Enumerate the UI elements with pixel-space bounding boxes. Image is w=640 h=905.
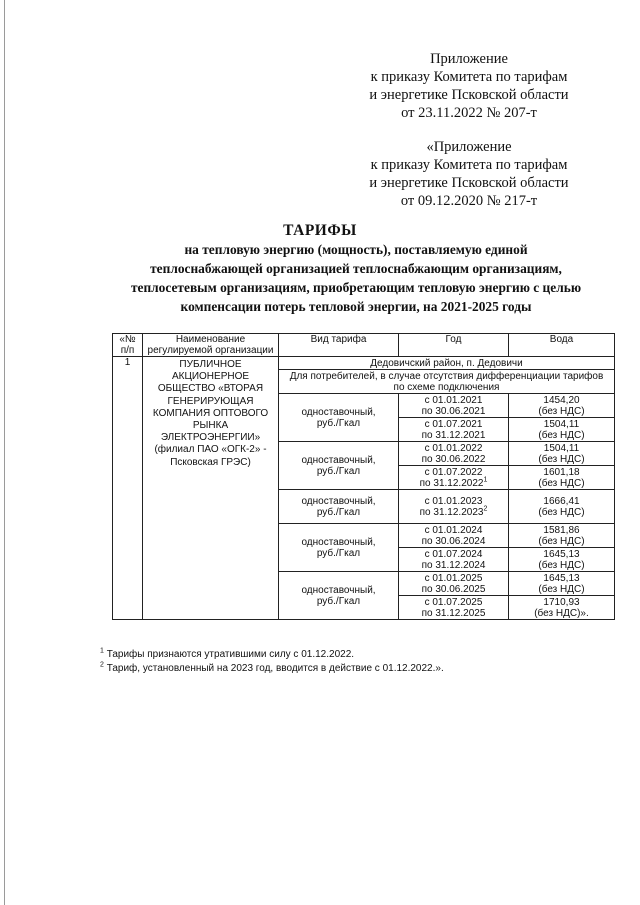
organization-name: ПУБЛИЧНОЕ АКЦИОНЕРНОЕ ОБЩЕСТВО «ВТОРАЯ ГЕНЕРИРУЮЩАЯ КОМПАНИЯ ОПТОВОГО РЫНКА ЭЛЕКТРОЭНЕРГИИ» (филиал ПАО «ОГК-2» - Псковская ГРЭС): [143, 357, 279, 620]
period-cell: с 01.01.2025 по 30.06.2025: [399, 572, 509, 596]
value-cell: 1454,20 (без НДС): [509, 394, 615, 418]
footnote-2: $^2$ Тариф, установленный на 2023 год, вводится в действие с 01.12.2022.».: [100, 661, 444, 674]
subtitle-line: на тепловую энергию (мощность), поставляемую единой: [184, 242, 528, 257]
period-cell: с 01.07.2024 по 31.12.2024: [399, 548, 509, 572]
value-cell: 1581,86 (без НДС): [509, 524, 615, 548]
row-number: 1: [113, 357, 143, 620]
value-cell: 1710,93 (без НДС)».: [509, 596, 615, 620]
district-row: Дедовичский район, п. Дедовичи: [279, 357, 615, 370]
scan-edge-line: [4, 0, 5, 905]
header-organization: Наименование регулируемой организации: [143, 334, 279, 357]
appendix-header-line: и энергетике Псковской области: [369, 87, 569, 103]
appendix-header-line: от 23.11.2022 № 207-т: [401, 105, 537, 121]
footnote-ref: 1: [483, 476, 488, 484]
footnote-ref: 2: [483, 505, 488, 513]
value-cell: 1601,18 (без НДС): [509, 466, 615, 490]
period-cell: с 01.07.2025 по 31.12.2025: [399, 596, 509, 620]
appendix-header-line: от 09.12.2020 № 217-т: [400, 193, 538, 209]
appendix-header-original: [354, 138, 584, 210]
consumers-row: Для потребителей, в случае отсутствия дифференциации тарифов по схеме подключения: [279, 370, 615, 394]
appendix-header-line: к приказу Комитета по тарифам: [370, 69, 568, 85]
tariff-type-cell: одноставочный, руб./Гкал: [279, 524, 399, 572]
period-cell: с 01.07.2022 по 31.12.2022$^1$: [399, 466, 509, 490]
appendix-header-line: «Приложение: [426, 139, 512, 155]
appendix-header-line: и энергетике Псковской области: [369, 175, 569, 191]
tariff-type-cell: одноставочный, руб./Гкал: [279, 394, 399, 442]
period-cell: с 01.01.2022 по 30.06.2022: [399, 442, 509, 466]
value-cell: 1666,41 (без НДС): [509, 490, 615, 524]
header-water: Вода: [509, 334, 615, 357]
tariff-type-cell: одноставочный, руб./Гкал: [279, 572, 399, 620]
period-cell: с 01.01.2023 по 31.12.2023$^2$: [399, 490, 509, 524]
period-cell: с 01.01.2021 по 30.06.2021: [399, 394, 509, 418]
value-cell: 1645,13 (без НДС): [509, 548, 615, 572]
appendix-header-line: к приказу Комитета по тарифам: [370, 157, 568, 173]
header-year: Год: [399, 334, 509, 357]
footnotes: [100, 648, 620, 676]
tariff-table: [112, 333, 615, 620]
document-title: ТАРИФЫ: [283, 222, 357, 239]
value-cell: 1645,13 (без НДС): [509, 572, 615, 596]
footnote-1: $^1$ Тарифы признаются утратившими силу с 01.12.2022.: [100, 647, 355, 660]
period-cell: с 01.07.2021 по 31.12.2021: [399, 418, 509, 442]
subtitle-line: теплосетевым организациям, приобретающим тепловую энергию с целью: [130, 280, 582, 295]
header-tariff-type: Вид тарифа: [279, 334, 399, 357]
document-subtitle: [100, 240, 612, 316]
header-number: «№ п/п: [113, 334, 143, 357]
value-cell: 1504,11 (без НДС): [509, 442, 615, 466]
table-row: [113, 357, 615, 370]
value-cell: 1504,11 (без НДС): [509, 418, 615, 442]
appendix-header-current: [354, 50, 584, 122]
tariff-type-cell: одноставочный, руб./Гкал: [279, 442, 399, 490]
subtitle-line: теплоснабжающей организацией теплоснабжающим организациям,: [150, 261, 562, 276]
appendix-header-line: Приложение: [430, 51, 508, 67]
table-header-row: [113, 334, 615, 357]
tariff-type-cell: одноставочный, руб./Гкал: [279, 490, 399, 524]
subtitle-line: компенсации потерь тепловой энергии, на 2021-2025 годы: [180, 299, 532, 314]
period-cell: с 01.01.2024 по 30.06.2024: [399, 524, 509, 548]
